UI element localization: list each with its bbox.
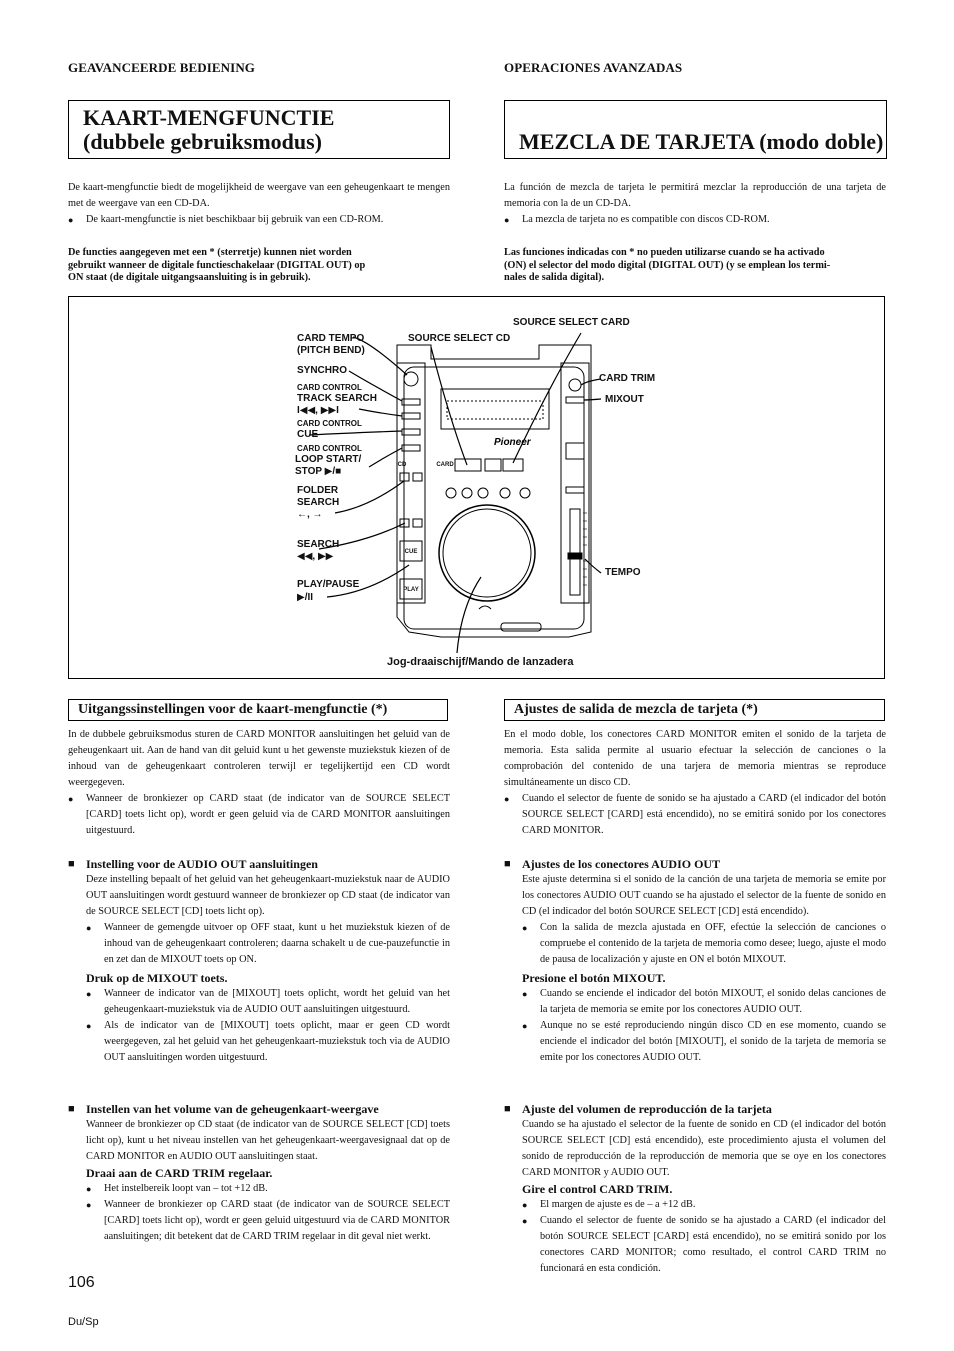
left-body (68, 727, 450, 839)
label-folder-search: SEARCH (297, 497, 340, 508)
label-source-select-cd: SOURCE SELECT CD (408, 333, 511, 344)
left-intro-bullet: ● De kaart-mengfunctie is niet beschikbaar bij gebruik van een CD-ROM. (68, 212, 450, 228)
left-body-bullet1: ● Wanneer de bronkiezer op CARD staat (de indicator van de SOURCE SELECT [CARD] toets licht op), wordt er geen geluid via de CARD MONITOR aansluitingen uitgestuurd. (68, 791, 450, 839)
right-s2-p: Cuando se ha ajustado el selector de la fuente de sonido en CD (el indicador del botón SOURCE SELECT [CD] está encendido), este procedimiento ajusta el volumen del sonido de reproducción de la reproducción de memoria que se oye en los conectores CARD MONITOR y AUDIO OUT. (522, 1119, 886, 1178)
tempo-slider-track (570, 509, 580, 595)
left-s2-sub: Draai aan de CARD TRIM regelaar. (86, 1166, 273, 1180)
right-s2-b1: ● El margen de ajuste es de – a +12 dB. (522, 1197, 886, 1213)
right-intro-p1: La función de mezcla de tarjeta le permitirá mezclar la reproducción de una tarjeta de memoria con la de un CD-DA. (504, 182, 886, 209)
label-pitch-bend: (PITCH BEND) (297, 345, 365, 356)
label-folder: FOLDER (297, 485, 339, 496)
language-code: Du/Sp (68, 1316, 99, 1328)
label-cue: CUE (297, 429, 319, 440)
right-s2-title: ■ Ajuste del volumen de reproducción de la tarjeta (504, 1101, 886, 1117)
track-search-button-shape (402, 413, 420, 419)
right-body-p1: En el modo doble, los conectores CARD MONITOR emiten el sonido de la tarjeta de memoria. Esta salida permite al usuario efectuar la selección de canciones o la comprobación del contenido de una tarjera de memoria mientras se reproduce simultáneamente un disco CD. (504, 729, 886, 788)
cue-card-button-shape (402, 429, 420, 435)
right-s1-b2: ● Cuando se enciende el indicador del botón MIXOUT, el sonido delas canciones de la tarjeta de memoria se emite por los conectores AUDIO OUT. (522, 986, 886, 1018)
title-box-left (68, 100, 450, 159)
card-slot (501, 623, 541, 631)
label-source-select-card: SOURCE SELECT CARD (513, 317, 630, 328)
label-card-control-3: CARD CONTROL (297, 444, 362, 453)
master-tempo-shape (566, 487, 584, 493)
right-s1-title: ■ Ajustes de los conectores AUDIO OUT (504, 856, 886, 872)
right-s1-sub: Presione el botón MIXOUT. (522, 971, 666, 985)
callout-track-search (359, 409, 402, 416)
right-note-line2: (ON) el selector del modo digital (DIGITAL OUT) (y se emplean los termi- (504, 259, 831, 271)
card-trim-knob (569, 379, 581, 391)
folder-right-shape (413, 473, 422, 481)
source-cd-button-shape (455, 459, 481, 471)
left-section1 (68, 856, 450, 1066)
label-card-control-2: CARD CONTROL (297, 419, 362, 428)
left-s1-b2: ● Wanneer de indicator van de [MIXOUT] toets oplicht, wordt het geluid van het geheugenkaart-muziekstuk via de AUDIO OUT aansluitingen uitgestuurd. (86, 986, 450, 1018)
label-tempo: TEMPO (605, 567, 641, 578)
jog-wheel-outer (439, 505, 535, 601)
label-play-pause-sym: ▶/II (297, 592, 314, 603)
left-intro (68, 180, 450, 228)
right-body-bullet1: ● Cuando el selector de fuente de sonido se ha ajustado a CARD (el indicador del botón SOURCE SELECT [CARD] está encendido), no se emitirá sonido por los conectores CARD MONITOR. (504, 791, 886, 839)
left-s2-b1: ● Het instelbereik loopt van – tot +12 dB. (86, 1181, 450, 1197)
left-s2-b2: ● Wanneer de bronkiezer op CARD staat (de indicator van de SOURCE SELECT [CARD] toets licht op), wordt er geen geluid uitgestuurd via de CARD MONITOR aansluitingen; dit betekent dat de CARD TRIM regelaar in dit geval niet werkt. (86, 1197, 450, 1245)
right-s1-b1: ● Con la salida de mezcla ajustada en OFF, efectúe la selección de canciones o compruebe el contenido de la tarjeta de memoria como desee; luego, ajuste el modo de pausa de localización y ajuste en ON el botón MIXOUT. (522, 920, 886, 968)
label-card-trim: CARD TRIM (599, 373, 656, 384)
right-s1-p: Este ajuste determina si el sonido de la canción de una tarjeta de memoria se emite por los conectores AUDIO OUT cuando se ha ajustado el selector de la fuente de sonido en CD (el indicador del botón SOURCE SELECT [CD] está encendido). (522, 874, 886, 917)
jog-wheel-inner (443, 509, 531, 597)
right-body (504, 727, 886, 839)
tempo-slider-knob (568, 553, 582, 559)
loop-knob-3 (478, 488, 488, 498)
loop-stop-button-shape (402, 445, 420, 451)
callout-tempo (585, 559, 601, 573)
right-section2 (504, 1101, 886, 1277)
device-illustration (69, 297, 886, 680)
left-s1-title: ■ Instelling voor de AUDIO OUT aansluitingen (68, 856, 450, 872)
left-note (68, 247, 450, 285)
mixout-button-shape (485, 459, 501, 471)
left-note-line3: ON staat (de digitale uitgangsaansluiting is in gebruik). (68, 272, 311, 284)
title-right: MEZCLA DE TARJETA (modo doble) (519, 129, 884, 154)
left-subbox: Uitgangssinstellingen voor de kaart-mengfunctie (*) (68, 699, 448, 721)
label-search-sym: ◀◀, ▶▶ (297, 551, 334, 562)
left-note-line1: De functies aangegeven met een * (sterretje) kunnen niet worden (68, 247, 352, 258)
callout-folder (335, 481, 404, 513)
label-card-control-1: CARD CONTROL (297, 383, 362, 392)
label-jog: Jog-draaischijf/Mando de lanzadera (387, 656, 574, 668)
title-box-right (504, 100, 887, 159)
label-play-pause: PLAY/PAUSE (297, 579, 360, 590)
device-btn-cd: CD (397, 462, 407, 468)
device-btn-play: PLAY (403, 587, 419, 593)
loop-knob-4 (500, 488, 510, 498)
label-card-tempo: CARD TEMPO (297, 333, 365, 344)
right-section1 (504, 856, 886, 1066)
page-number: 106 (68, 1274, 95, 1291)
label-track-search-sym: I◀◀, ▶▶I (297, 405, 339, 416)
callout-mixout (584, 399, 601, 400)
right-note-line3: nales de salida digital). (504, 272, 605, 284)
label-loop-start: LOOP START/ (295, 454, 362, 465)
title-left-line1: KAART-MENGFUNCTIE (83, 105, 335, 130)
right-note-line1: Las funciones indicadas con * no pueden utilizarse cuando se ha activado (504, 247, 825, 258)
right-intro-bullet: ● La mezcla de tarjeta no es compatible con discos CD-ROM. (504, 212, 886, 228)
right-control-column (561, 363, 589, 603)
left-s1-sub: Druk op de MIXOUT toets. (86, 971, 228, 985)
left-s2-p: Wanneer de bronkiezer op CD staat (de indicator van de SOURCE SELECT [CD] toets licht op), kunt u het niveau instellen van het geheugenkaart-weergavesignaal dat op de CARD MONITOR en AUDIO OUT aansluitingen staat. (86, 1119, 450, 1162)
loop-knob-1 (446, 488, 456, 498)
display-segments (447, 401, 543, 419)
label-mixout: MIXOUT (605, 394, 644, 405)
callout-source-cd (431, 347, 467, 465)
eject-shape (566, 443, 584, 459)
right-s2-b2: ● Cuando el selector de fuente de sonido se ha ajustado a CARD (el indicador del botón SOURCE SELECT [CARD] está encendido), no se emitirá sonido por los conectores CARD MONITOR; como resultado, el control CARD TRIM no funcionará en esta condición. (522, 1213, 886, 1277)
left-s1-b1: ● Wanneer de gemengde uitvoer op OFF staat, kunt u het muziekstuk kiezen of de inhoud van de geheugenkaart controleren; daarna schakelt u de cue-pauzefunctie in en zet dan de MIXOUT toets op ON. (86, 920, 450, 968)
device-btn-cue: CUE (404, 549, 418, 555)
left-s1-p: Deze instelling bepaalt of het geluid van het geheugenkaart-muziekstuk naar de AUDIO OUT aansluitingen wordt gestuurd wanneer de bronkiezer op CD staat (de indicator van de SOURCE SELECT [CD] toets licht op). (86, 874, 450, 917)
label-folder-sym: ←, → (297, 509, 323, 520)
device-brand: Pioneer (494, 437, 531, 448)
label-stop: STOP ▶/■ (295, 466, 342, 477)
left-section2 (68, 1101, 450, 1245)
left-note-line2: gebruikt wanneer de digitale functieschakelaar (DIGITAL OUT) op (68, 259, 366, 271)
loop-knob-2 (462, 488, 472, 498)
left-body-p1: In de dubbele gebruiksmodus sturen de CARD MONITOR aansluitingen het geluid van de geheugenkaart uit. Aan de hand van dit geluid kunt u het gewenste muziekstuk kiezen of de inhoud van de geheugenkaart controleren terwijl er tegelijkertijd een CD wordt weergegeven. (68, 729, 450, 788)
right-s1-b3: ● Aunque no se esté reproduciendo ningún disco CD en ese momento, cuando se enciende el indicador del botón [MIXOUT], el sonido de la tarjeta de memoria se emite por los conectores AUDIO OUT. (522, 1018, 886, 1066)
section-label-right: OPERACIONES AVANZADAS (504, 60, 683, 75)
source-card-button-shape (503, 459, 523, 471)
diagram-frame (68, 296, 885, 679)
right-note (504, 247, 886, 285)
search-right-shape (413, 519, 422, 527)
left-s2-title: ■ Instellen van het volume van de geheugenkaart-weergave (68, 1101, 450, 1117)
callout-cue (309, 431, 402, 435)
device-top-panel (404, 367, 584, 629)
device-btn-card: CARD (436, 462, 454, 468)
title-left-line2: (dubbele gebruiksmodus) (83, 129, 323, 154)
right-intro (504, 180, 886, 228)
mixout-right-shape (566, 397, 584, 403)
sd-slot (479, 606, 491, 609)
label-synchro: SYNCHRO (297, 365, 348, 376)
label-search: SEARCH (297, 539, 340, 550)
synchro-button-shape (402, 399, 420, 405)
section-label-left: GEAVANCEERDE BEDIENING (68, 60, 256, 75)
loop-knob-5 (520, 488, 530, 498)
left-s1-b3: ● Als de indicator van de [MIXOUT] toets oplicht, maar er geen CD wordt weergegeven, zal het geluid van het geheugenkaart-muziekstuk toch via de AUDIO OUT aansluitingen worden uitgestuurd. (86, 1018, 450, 1066)
left-intro-p1: De kaart-mengfunctie biedt de mogelijkheid de weergave van een geheugenkaart te mengen met de weergave van een CD-DA. (68, 182, 450, 209)
label-track-search: TRACK SEARCH (297, 393, 377, 404)
right-s2-sub: Gire el control CARD TRIM. (522, 1182, 673, 1196)
right-subbox: Ajustes de salida de mezcla de tarjeta (*) (504, 699, 885, 721)
